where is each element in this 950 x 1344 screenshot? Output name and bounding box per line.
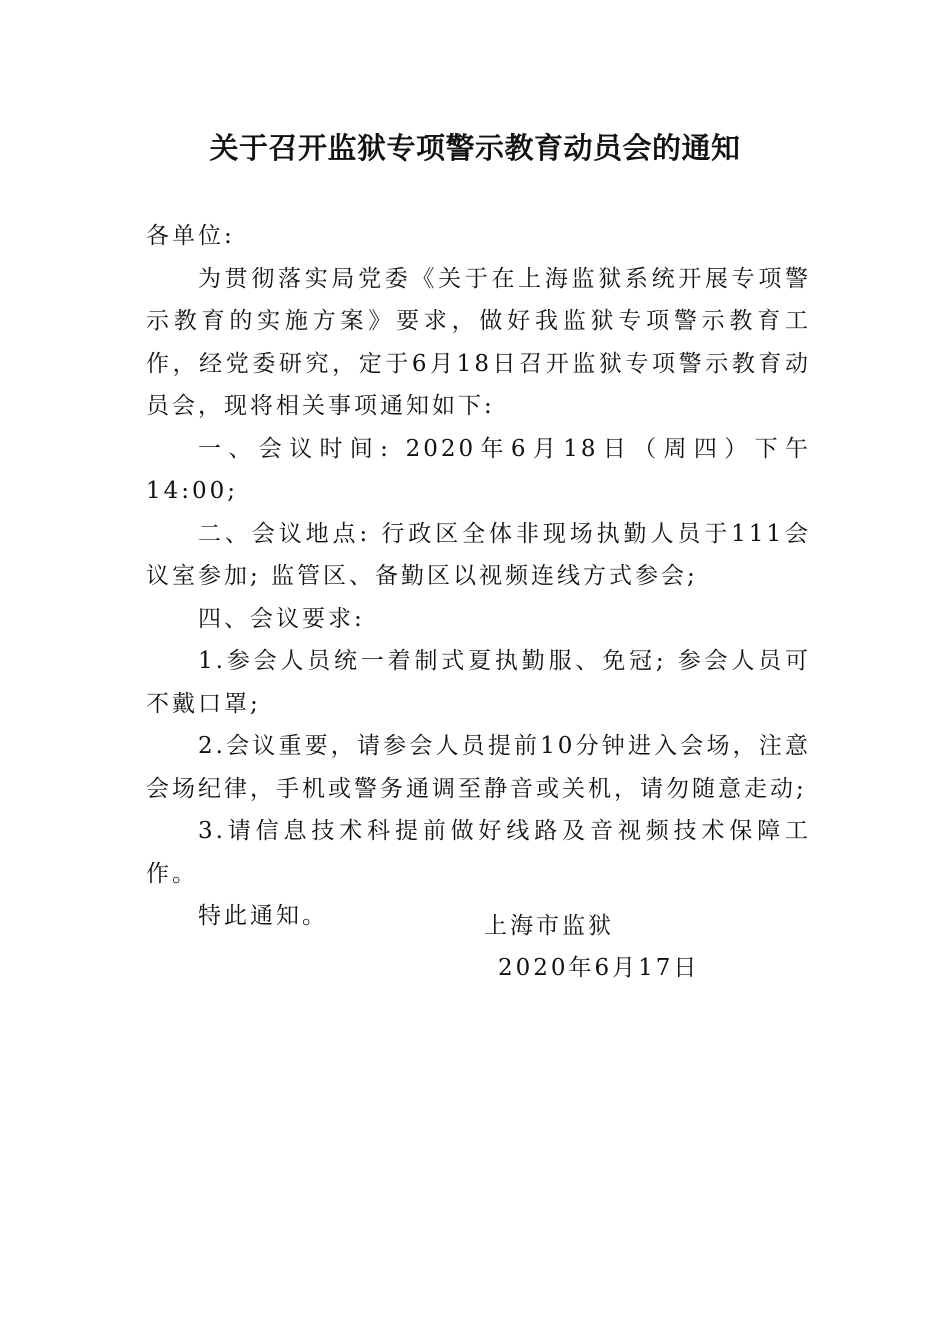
salutation: 各单位:	[146, 223, 235, 249]
intro-paragraph: 为贯彻落实局党委《关于在上海监狱系统开展专项警示教育的实施方案》要求，做好我监狱专项警示教育工作，经党委研究，定于6月18日召开监狱专项警示教育动员会，现将相关事项通知如下:	[146, 265, 811, 419]
requirement-item-2: 2.会议重要，请参会人员提前10分钟进入会场，注意会场纪律，手机或警务通调至静音或关机，请勿随意走动;	[146, 733, 811, 802]
document-body	[146, 215, 811, 938]
closing-line: 特此通知。	[198, 903, 328, 929]
signature-organization: 上海市监狱	[484, 913, 614, 939]
meeting-requirements-heading: 四、会议要求:	[198, 605, 365, 632]
signature-block	[484, 905, 804, 989]
meeting-location-item: 二、会议地点: 行政区全体非现场执勤人员于111会议室参加; 监管区、备勤区以视频连线方式参会;	[146, 520, 811, 589]
document-title: 关于召开监狱专项警示教育动员会的通知	[209, 131, 741, 165]
meeting-time-item: 一、会议时间: 2020年6月18日（周四）下午14:00;	[146, 435, 811, 504]
requirement-item-3: 3.请信息技术科提前做好线路及音视频技术保障工作。	[146, 818, 811, 887]
requirement-item-1: 1.参会人员统一着制式夏执勤服、免冠; 参会人员可不戴口罩;	[146, 648, 811, 717]
signature-date: 2020年6月17日	[498, 955, 700, 981]
